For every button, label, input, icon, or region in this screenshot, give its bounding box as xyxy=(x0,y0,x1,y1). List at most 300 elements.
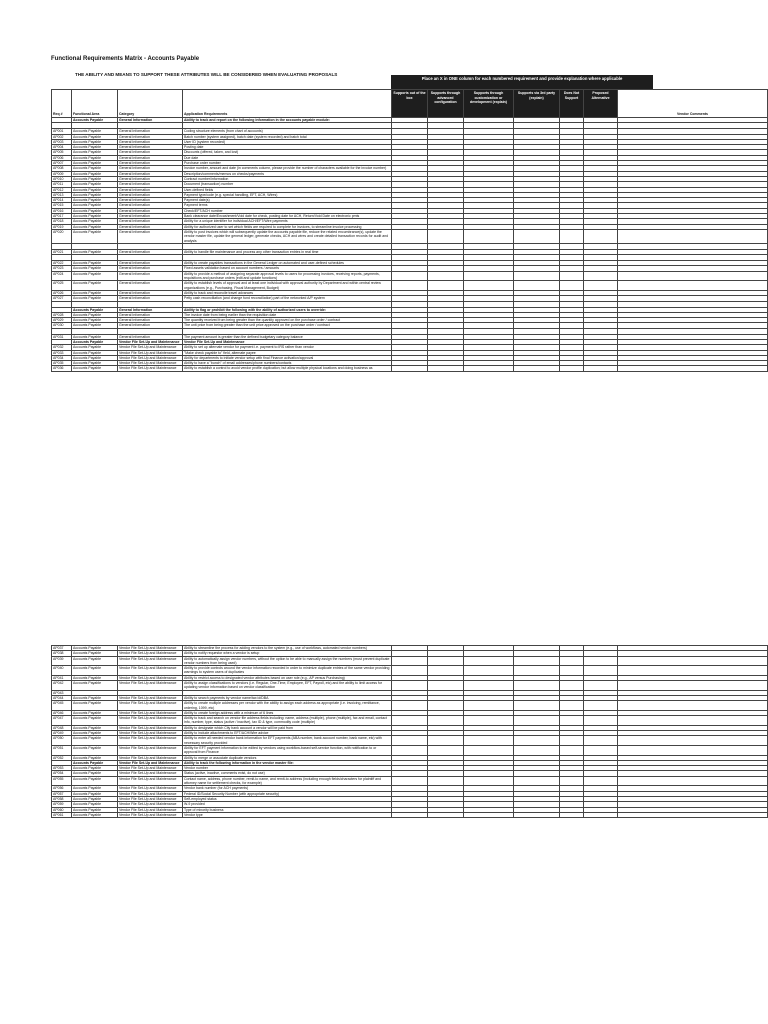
requirement-cell: Ability to track and report on the following information in the accounts payable module: xyxy=(183,118,392,123)
alternative-cell[interactable] xyxy=(584,656,618,666)
alternative-cell[interactable] xyxy=(584,271,618,281)
functional-area-cell: Accounts Payable xyxy=(72,224,118,229)
third-party-cell[interactable] xyxy=(514,271,560,281)
vendor-comments-cell[interactable] xyxy=(618,271,768,281)
functional-area-cell: Accounts Payable xyxy=(72,796,118,801)
advanced-config-cell[interactable] xyxy=(428,745,464,755)
header-advanced-configuration: Supports through advanced configuration xyxy=(428,90,464,118)
table-row xyxy=(52,701,768,711)
out-of-box-cell[interactable] xyxy=(392,716,428,726)
req-number-cell: AP047 xyxy=(52,716,72,726)
req-number-cell: AP025 xyxy=(52,281,72,291)
customization-cell[interactable] xyxy=(464,656,514,666)
table-row xyxy=(52,716,768,726)
third-party-cell[interactable] xyxy=(514,701,560,711)
table-row xyxy=(52,681,768,691)
not-support-cell[interactable] xyxy=(560,271,584,281)
functional-area-cell: Accounts Payable xyxy=(72,716,118,726)
requirement-cell: Ability to post invoices which will subsequently update the accounts payable file, reduce the related encumbrance(s), update the vendor master file, update the general ledger, generate checks, ACH and wires and create detailed transaction records for audit and analysis xyxy=(183,229,392,243)
requirement-cell: W-9 provided xyxy=(183,802,392,807)
table-row xyxy=(52,229,768,243)
out-of-box-cell[interactable] xyxy=(392,281,428,291)
out-of-box-cell[interactable] xyxy=(392,701,428,711)
advanced-config-cell[interactable] xyxy=(428,776,464,786)
customization-cell[interactable] xyxy=(464,366,514,371)
third-party-cell[interactable] xyxy=(514,776,560,786)
requirement-cell: "Make check payable to" field, alternate payee xyxy=(183,350,392,355)
not-support-cell[interactable] xyxy=(560,229,584,243)
category-cell: Vendor File Set-Up and Maintenance xyxy=(118,710,183,715)
functional-area-cell: Accounts Payable xyxy=(72,203,118,208)
functional-area-cell: Accounts Payable xyxy=(72,776,118,786)
requirement-cell: Ability to provide a method of assigning separate approval levels to users for processing invoices, receiving reports, payments, requisitions and purchase orders (edit and update functions) xyxy=(183,271,392,281)
category-cell: General Information xyxy=(118,296,183,301)
requirement-cell: Invoice number, amount and date (in comments column, please provide the number of characters available for the invoice number) xyxy=(183,166,392,171)
requirement-cell: Ability to track the following information in the vendor master file: xyxy=(183,760,392,765)
category-cell: Vendor File Set-Up and Maintenance xyxy=(118,760,183,765)
table-row xyxy=(52,281,768,291)
req-number-cell: AP053 xyxy=(52,766,72,771)
category-cell: Vendor File Set-Up and Maintenance xyxy=(118,776,183,786)
advanced-config-cell[interactable] xyxy=(428,366,464,371)
req-number-cell: AP003 xyxy=(52,139,72,144)
functional-area-cell: Accounts Payable xyxy=(72,134,118,139)
category-cell: Vendor File Set-Up and Maintenance xyxy=(118,339,183,344)
requirement-cell: The invoice date from being earlier than the requisition date xyxy=(183,312,392,317)
customization-cell[interactable] xyxy=(464,776,514,786)
alternative-cell[interactable] xyxy=(584,812,618,817)
requirement-cell: Ability to flag or prohibit the following with the ability of authorized users to override: xyxy=(183,307,392,312)
functional-area-cell: Accounts Payable xyxy=(72,656,118,666)
functional-area-cell: Accounts Payable xyxy=(72,755,118,760)
vendor-comments-cell[interactable] xyxy=(618,701,768,711)
req-number-cell: AP004 xyxy=(52,145,72,150)
functional-area-cell: Accounts Payable xyxy=(72,807,118,812)
requirement-cell: Batch number (system assigned), batch date (system recorded) and batch total xyxy=(183,134,392,139)
req-number-cell: AP039 xyxy=(52,656,72,666)
req-number-cell: AP030 xyxy=(52,323,72,328)
header-functional-area: Functional Area xyxy=(72,90,118,118)
functional-area-cell: Accounts Payable xyxy=(72,695,118,700)
table-row xyxy=(52,745,768,755)
req-number-cell: AP018 xyxy=(52,219,72,224)
requirement-cell: Ability to automatically assign vendor numbers, without the option to be able to manually assign the numbers (must prevent duplicate vendor numbers from being used) xyxy=(183,656,392,666)
functional-area-cell: Accounts Payable xyxy=(72,802,118,807)
req-number-cell: AP021 xyxy=(52,249,72,254)
requirement-cell: Ability to search payments by vendor name/tax id/DBA xyxy=(183,695,392,700)
req-number-cell: AP037 xyxy=(52,646,72,651)
alternative-cell[interactable] xyxy=(584,701,618,711)
alternative-cell[interactable] xyxy=(584,776,618,786)
not-support-cell[interactable] xyxy=(560,281,584,291)
functional-area-cell: Accounts Payable xyxy=(72,118,118,123)
category-cell: Vendor File Set-Up and Maintenance xyxy=(118,791,183,796)
customization-cell[interactable] xyxy=(464,716,514,726)
requirement-cell: Ability to provide controls around the vendor information recorded in order to minimize duplicate entries of the same vendor providing warnings to system users of duplicates xyxy=(183,666,392,676)
category-cell: Vendor File Set-Up and Maintenance xyxy=(118,736,183,746)
functional-area-cell: Accounts Payable xyxy=(72,675,118,680)
category-cell: General Information xyxy=(118,150,183,155)
alternative-cell[interactable] xyxy=(584,281,618,291)
category-cell: General Information xyxy=(118,129,183,134)
functional-area-cell: Accounts Payable xyxy=(72,355,118,360)
req-number-cell: AP014 xyxy=(52,198,72,203)
requirement-cell: Vendor type xyxy=(183,812,392,817)
third-party-cell[interactable] xyxy=(514,229,560,243)
requirement-cell: Discounts (offered, taken, and lost) xyxy=(183,150,392,155)
category-cell: General Information xyxy=(118,161,183,166)
category-cell: General Information xyxy=(118,290,183,295)
vendor-comments-cell[interactable] xyxy=(618,656,768,666)
out-of-box-cell[interactable] xyxy=(392,666,428,676)
functional-area-cell: Accounts Payable xyxy=(72,771,118,776)
not-support-cell[interactable] xyxy=(560,812,584,817)
req-number-cell: AP050 xyxy=(52,736,72,746)
requirement-cell: Federal ID/Social Security Number (with appropriate security) xyxy=(183,791,392,796)
functional-area-cell: Accounts Payable xyxy=(72,766,118,771)
req-number-cell: AP010 xyxy=(52,176,72,181)
header-customization: Supports through customization or development (explain) xyxy=(464,90,514,118)
req-number-cell: AP036 xyxy=(52,366,72,371)
requirement-cell: Ability to assign classifications to vendors (i.e. Regular, One-Time, Employee, EFT, Payroll, etc) and the ability to limit access for updating vendor information based on vendor classification xyxy=(183,681,392,691)
customization-cell[interactable] xyxy=(464,666,514,676)
category-cell: General Information xyxy=(118,261,183,266)
category-cell: General Information xyxy=(118,182,183,187)
out-of-box-cell[interactable] xyxy=(392,736,428,746)
req-number-cell: AP009 xyxy=(52,171,72,176)
third-party-cell[interactable] xyxy=(514,716,560,726)
requirement-cell: Ability to create multiple addresses per vendor with the ability to assign each address as appropriate (i.e. invoicing, remittance, ordering, 1099, etc) xyxy=(183,701,392,711)
requirement-cell: Ability to create foreign address with a minimum of 6 lines xyxy=(183,710,392,715)
req-number-cell: AP048 xyxy=(52,725,72,730)
category-cell: Vendor File Set-Up and Maintenance xyxy=(118,745,183,755)
requirement-cell: Contract number/information xyxy=(183,176,392,181)
table-row xyxy=(52,812,768,817)
category-cell: General Information xyxy=(118,166,183,171)
functional-area-cell: Accounts Payable xyxy=(72,710,118,715)
functional-area-cell: Accounts Payable xyxy=(72,161,118,166)
customization-cell[interactable] xyxy=(464,701,514,711)
category-cell: General Information xyxy=(118,224,183,229)
functional-area-cell: Accounts Payable xyxy=(72,745,118,755)
functional-area-cell: Accounts Payable xyxy=(72,334,118,339)
category-cell: General Information xyxy=(118,134,183,139)
category-cell: Vendor File Set-Up and Maintenance xyxy=(118,725,183,730)
requirement-cell: Purchase order number xyxy=(183,161,392,166)
alternative-cell[interactable] xyxy=(584,736,618,746)
advanced-config-cell[interactable] xyxy=(428,656,464,666)
req-number-cell: AP042 xyxy=(52,681,72,691)
functional-area-cell: Accounts Payable xyxy=(72,266,118,271)
functional-area-cell: Accounts Payable xyxy=(72,219,118,224)
req-number-cell: AP051 xyxy=(52,745,72,755)
functional-area-cell: Accounts Payable xyxy=(72,666,118,676)
requirement-cell: Ability for authorized user to set which fields are required to complete for invoices, to streamline invoice processing xyxy=(183,224,392,229)
category-cell: General Information xyxy=(118,229,183,243)
functional-area-cell: Accounts Payable xyxy=(72,139,118,144)
requirement-cell: Ability to handle file maintenance and process any other transaction entries in real time xyxy=(183,249,392,254)
requirement-cell: Ability to merge or associate duplicate vendors xyxy=(183,755,392,760)
advanced-config-cell[interactable] xyxy=(428,681,464,691)
functional-area-cell: Accounts Payable xyxy=(72,366,118,371)
functional-area-cell: Accounts Payable xyxy=(72,361,118,366)
third-party-cell[interactable] xyxy=(514,666,560,676)
advanced-config-cell[interactable] xyxy=(428,229,464,243)
alternative-cell[interactable] xyxy=(584,745,618,755)
req-number-cell: AP026 xyxy=(52,290,72,295)
req-number-cell: AP045 xyxy=(52,701,72,711)
req-number-cell: AP016 xyxy=(52,208,72,213)
third-party-cell[interactable] xyxy=(514,281,560,291)
table-row xyxy=(52,366,768,371)
functional-area-cell: Accounts Payable xyxy=(72,150,118,155)
requirement-cell: User ID (system recorded) xyxy=(183,139,392,144)
vendor-comments-cell[interactable] xyxy=(618,281,768,291)
third-party-cell[interactable] xyxy=(514,681,560,691)
category-cell: Vendor File Set-Up and Maintenance xyxy=(118,646,183,651)
functional-area-cell: Accounts Payable xyxy=(72,812,118,817)
req-number-cell: AP052 xyxy=(52,755,72,760)
functional-area-cell: Accounts Payable xyxy=(72,281,118,291)
requirement-cell: Payment date(s) xyxy=(183,198,392,203)
functional-area-cell: Accounts Payable xyxy=(72,271,118,281)
category-cell: General Information xyxy=(118,139,183,144)
functional-area-cell: Accounts Payable xyxy=(72,681,118,691)
category-cell: Vendor File Set-Up and Maintenance xyxy=(118,675,183,680)
header-out-of-box: Supports out of the box xyxy=(392,90,428,118)
out-of-box-cell[interactable] xyxy=(392,812,428,817)
req-number-cell: AP007 xyxy=(52,161,72,166)
category-cell: Vendor File Set-Up and Maintenance xyxy=(118,796,183,801)
category-cell: Vendor File Set-Up and Maintenance xyxy=(118,802,183,807)
category-cell: General Information xyxy=(118,176,183,181)
third-party-cell[interactable] xyxy=(514,366,560,371)
category-cell: General Information xyxy=(118,307,183,312)
req-number-cell: AP032 xyxy=(52,345,72,350)
requirement-cell: Petty cash reconciliation (and change fund reconciliation) part of the networked A/P system xyxy=(183,296,392,301)
category-cell: General Information xyxy=(118,203,183,208)
table-row xyxy=(52,656,768,666)
not-support-cell[interactable] xyxy=(560,656,584,666)
functional-area-cell: Accounts Payable xyxy=(72,208,118,213)
not-support-cell[interactable] xyxy=(560,666,584,676)
category-cell: Vendor File Set-Up and Maintenance xyxy=(118,786,183,791)
requirement-cell: Vendor bank number (for ACH payments) xyxy=(183,786,392,791)
category-cell: General Information xyxy=(118,208,183,213)
document-subtitle: THE ABILITY AND MEANS TO SUPPORT THESE ATTRIBUTES WILL BE CONSIDERED WHEN EVALUATING PROPOSALS xyxy=(75,72,338,77)
functional-area-cell: Accounts Payable xyxy=(72,725,118,730)
functional-area-cell: Accounts Payable xyxy=(72,318,118,323)
category-cell: General Information xyxy=(118,171,183,176)
not-support-cell[interactable] xyxy=(560,776,584,786)
out-of-box-cell[interactable] xyxy=(392,656,428,666)
requirement-cell: Check/EFT/ACH number xyxy=(183,208,392,213)
alternative-cell[interactable] xyxy=(584,229,618,243)
req-number-cell: AP024 xyxy=(52,271,72,281)
third-party-cell[interactable] xyxy=(514,812,560,817)
header-application-requirements: Application Requirements xyxy=(183,90,392,118)
req-number-cell: AP011 xyxy=(52,182,72,187)
requirement-cell: Ability for a unique identifier for individual ACH/EFT/Wire payments xyxy=(183,219,392,224)
functional-area-cell: Accounts Payable xyxy=(72,296,118,301)
advanced-config-cell[interactable] xyxy=(428,701,464,711)
requirement-cell: Type of minority business xyxy=(183,807,392,812)
requirement-cell: Fixed assets validation based on account numbers / amounts xyxy=(183,266,392,271)
vendor-comments-cell[interactable] xyxy=(618,776,768,786)
req-number-cell: AP040 xyxy=(52,666,72,676)
category-cell: General Information xyxy=(118,266,183,271)
advanced-config-cell[interactable] xyxy=(428,271,464,281)
req-number-cell: AP060 xyxy=(52,807,72,812)
advanced-config-cell[interactable] xyxy=(428,736,464,746)
advanced-config-cell[interactable] xyxy=(428,716,464,726)
vendor-comments-cell[interactable] xyxy=(618,716,768,726)
out-of-box-cell[interactable] xyxy=(392,229,428,243)
functional-area-cell: Accounts Payable xyxy=(72,249,118,254)
advanced-config-cell[interactable] xyxy=(428,281,464,291)
requirement-cell: Due date xyxy=(183,155,392,160)
customization-cell[interactable] xyxy=(464,812,514,817)
req-number-cell: AP034 xyxy=(52,355,72,360)
customization-cell[interactable] xyxy=(464,745,514,755)
req-number-cell: AP046 xyxy=(52,710,72,715)
alternative-cell[interactable] xyxy=(584,681,618,691)
not-support-cell[interactable] xyxy=(560,745,584,755)
functional-area-cell: Accounts Payable xyxy=(72,791,118,796)
functional-area-cell: Accounts Payable xyxy=(72,312,118,317)
category-cell: Vendor File Set-Up and Maintenance xyxy=(118,651,183,656)
alternative-cell[interactable] xyxy=(584,666,618,676)
requirement-cell: The payment amount is greater than the defined budgetary category balance xyxy=(183,334,392,339)
functional-area-cell: Accounts Payable xyxy=(72,166,118,171)
table-header-row xyxy=(52,90,768,118)
third-party-cell[interactable] xyxy=(514,656,560,666)
vendor-comments-cell[interactable] xyxy=(618,736,768,746)
vendor-comments-cell[interactable] xyxy=(618,229,768,243)
req-number-cell: AP033 xyxy=(52,350,72,355)
req-number-cell: AP058 xyxy=(52,796,72,801)
third-party-cell[interactable] xyxy=(514,745,560,755)
functional-area-cell: Accounts Payable xyxy=(72,290,118,295)
functional-area-cell: Accounts Payable xyxy=(72,171,118,176)
req-number-cell: AP029 xyxy=(52,318,72,323)
category-cell: Vendor File Set-Up and Maintenance xyxy=(118,681,183,691)
req-number-cell: AP001 xyxy=(52,129,72,134)
out-of-box-cell[interactable] xyxy=(392,271,428,281)
third-party-cell[interactable] xyxy=(514,736,560,746)
vendor-comments-cell[interactable] xyxy=(618,666,768,676)
requirement-cell: Bank clearance date/Encashment/Void date for check, posting date for ACH, Return/Void Date on electronic pmts xyxy=(183,214,392,219)
req-number-cell: AP002 xyxy=(52,134,72,139)
category-cell: Vendor File Set-Up and Maintenance xyxy=(118,731,183,736)
requirement-cell: Ability to set up alternate vendor for payment i.e. payment to IRS rather than vendor xyxy=(183,345,392,350)
table-row xyxy=(52,271,768,281)
category-cell: Vendor File Set-Up and Maintenance xyxy=(118,807,183,812)
not-support-cell[interactable] xyxy=(560,681,584,691)
category-cell: Vendor File Set-Up and Maintenance xyxy=(118,355,183,360)
not-support-cell[interactable] xyxy=(560,716,584,726)
req-number-cell: AP012 xyxy=(52,187,72,192)
customization-cell[interactable] xyxy=(464,229,514,243)
advanced-config-cell[interactable] xyxy=(428,812,464,817)
category-cell: General Information xyxy=(118,318,183,323)
vendor-comments-cell[interactable] xyxy=(618,745,768,755)
category-cell: Vendor File Set-Up and Maintenance xyxy=(118,350,183,355)
requirement-cell: Posting date xyxy=(183,145,392,150)
req-number-cell: AP005 xyxy=(52,150,72,155)
vendor-comments-cell[interactable] xyxy=(618,681,768,691)
out-of-box-cell[interactable] xyxy=(392,681,428,691)
customization-cell[interactable] xyxy=(464,736,514,746)
alternative-cell[interactable] xyxy=(584,716,618,726)
instruction-banner: Place an X in ONE column for each numbered requirement and provide explanation where applicable xyxy=(391,75,653,90)
functional-area-cell: Accounts Payable xyxy=(72,731,118,736)
functional-area-cell: Accounts Payable xyxy=(72,192,118,197)
requirement-cell: Ability to establish levels of approval and at least one individual with approval authority by Department and within central review organizations (e.g., Purchasing, Fiscal Management, Budget) xyxy=(183,281,392,291)
req-number-cell: AP044 xyxy=(52,695,72,700)
requirement-cell: Status (active, inactive, comments exist, do not use) xyxy=(183,771,392,776)
functional-area-cell: Accounts Payable xyxy=(72,345,118,350)
requirement-cell: Ability to establish a control to avoid vendor profile duplication; but allow multiple physical locations and doing business as xyxy=(183,366,392,371)
category-cell: General Information xyxy=(118,145,183,150)
requirements-table-page-1 xyxy=(51,89,768,372)
requirement-cell: Self-employed status xyxy=(183,796,392,801)
customization-cell[interactable] xyxy=(464,681,514,691)
req-number-cell: AP027 xyxy=(52,296,72,301)
requirement-cell: Ability to notify requestor when a vendor is setup xyxy=(183,651,392,656)
vendor-comments-cell[interactable] xyxy=(618,812,768,817)
header-req-number: Req # xyxy=(52,90,72,118)
functional-area-cell: Accounts Payable xyxy=(72,261,118,266)
category-cell: General Information xyxy=(118,323,183,328)
out-of-box-cell[interactable] xyxy=(392,776,428,786)
functional-area-cell: Accounts Payable xyxy=(72,155,118,160)
not-support-cell[interactable] xyxy=(560,366,584,371)
req-number-cell: AP022 xyxy=(52,261,72,266)
category-cell: General Information xyxy=(118,155,183,160)
category-cell: Vendor File Set-Up and Maintenance xyxy=(118,755,183,760)
category-cell: General Information xyxy=(118,192,183,197)
document-title: Functional Requirements Matrix - Accounts Payable xyxy=(51,56,200,62)
vendor-comments-cell[interactable] xyxy=(618,366,768,371)
req-number-cell: AP035 xyxy=(52,361,72,366)
requirement-cell: Ability to track and reconcile travel advances xyxy=(183,290,392,295)
table-row xyxy=(52,666,768,676)
out-of-box-cell[interactable] xyxy=(392,745,428,755)
functional-area-cell: Accounts Payable xyxy=(72,176,118,181)
header-category: Category xyxy=(118,90,183,118)
not-support-cell[interactable] xyxy=(560,701,584,711)
customization-cell[interactable] xyxy=(464,281,514,291)
advanced-config-cell[interactable] xyxy=(428,666,464,676)
req-number-cell: AP061 xyxy=(52,812,72,817)
category-cell: Vendor File Set-Up and Maintenance xyxy=(118,766,183,771)
req-number-cell: AP015 xyxy=(52,203,72,208)
functional-area-cell: Accounts Payable xyxy=(72,198,118,203)
alternative-cell[interactable] xyxy=(584,366,618,371)
category-cell: Vendor File Set-Up and Maintenance xyxy=(118,366,183,371)
customization-cell[interactable] xyxy=(464,271,514,281)
not-support-cell[interactable] xyxy=(560,736,584,746)
category-cell: Vendor File Set-Up and Maintenance xyxy=(118,656,183,666)
requirement-cell: Payment terms xyxy=(183,203,392,208)
category-cell: Vendor File Set-Up and Maintenance xyxy=(118,695,183,700)
requirement-cell: User-defined fields xyxy=(183,187,392,192)
functional-area-cell: Accounts Payable xyxy=(72,129,118,134)
out-of-box-cell[interactable] xyxy=(392,366,428,371)
category-cell: Vendor File Set-Up and Maintenance xyxy=(118,812,183,817)
functional-area-cell: Accounts Payable xyxy=(72,307,118,312)
